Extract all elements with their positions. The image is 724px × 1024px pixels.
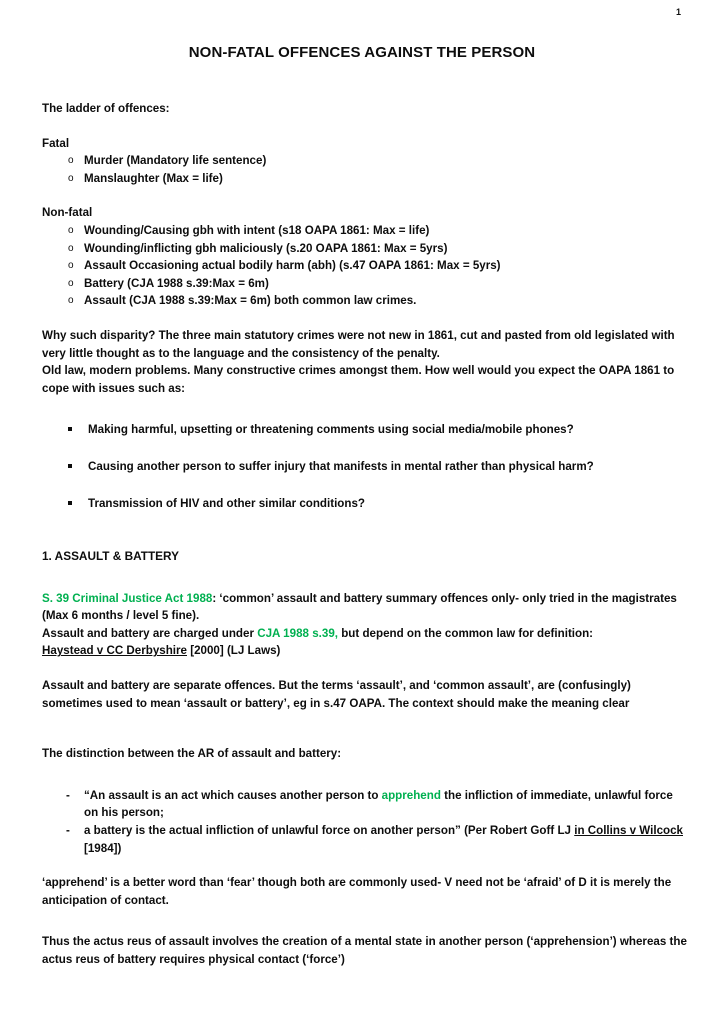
separate-offences-paragraph: Assault and battery are separate offences. But the terms ‘assault’, and ‘common assault’, are (confusingly) sometimes used to mean ‘assault or battery’, eg in s.47 OAPA. The context should make the meaning clear [42, 679, 631, 710]
apprehend-green-term: apprehend [381, 788, 441, 802]
spacer [42, 763, 690, 787]
list-item: Making harmful, upsetting or threatening comments using social media/mobile phones? [42, 421, 690, 439]
section-heading-assault-battery: 1. ASSAULT & BATTERY [42, 549, 179, 564]
battery-definition-suffix: [1984]) [84, 841, 122, 855]
disparity-paragraph-2: Old law, modern problems. Many constructive crimes amongst them. How well would you expect the OAPA 1861 to cope with issues such as: [42, 364, 675, 395]
conclusion-paragraph: Thus the actus reus of assault involves the creation of a mental state in another person (‘apprehension’) whereas the actus reus of battery requires physical contact (‘force’) [42, 935, 687, 966]
list-item: Causing another person to suffer injury that manifests in mental rather than physical harm? [42, 458, 690, 476]
fatal-offence-list [42, 152, 690, 187]
list-item: o Assault Occasioning actual bodily harm (abh) (s.47 OAPA 1861: Max = 5yrs) [42, 257, 690, 275]
document-body [42, 100, 690, 969]
issues-question-list [42, 421, 690, 512]
list-item: o Wounding/Causing gbh with intent (s18 OAPA 1861: Max = life) [42, 222, 690, 240]
definitions-list [42, 787, 690, 857]
spacer [42, 660, 690, 677]
assault-definition-suffix: the infliction of immediate, unlawful force on his person; [84, 788, 673, 820]
collins-v-wilcock-underlined: in Collins v Wilcock [574, 824, 683, 838]
spacer [42, 118, 690, 135]
disparity-paragraph-1: Why such disparity? The three main statutory crimes were not new in 1861, cut and pasted from old legislated with very little thought as to the language and the consistency of the penalty. [42, 328, 675, 360]
list-item: o Murder (Mandatory life sentence) [42, 152, 690, 170]
statute-green-citation: S. 39 Criminal Justice Act 1988 [42, 591, 213, 605]
apprehend-note-paragraph: ‘apprehend’ is a better word than ‘fear’ though both are commonly used- V need not be ‘afraid’ of D it is merely the anticipation of contact. [42, 876, 672, 907]
spacer [42, 531, 690, 548]
non-fatal-heading: Non-fatal [42, 206, 93, 220]
spacer [42, 909, 690, 933]
spacer [42, 397, 690, 421]
spacer [42, 566, 690, 590]
case-name-underlined: Haystead v CC Derbyshire [42, 644, 187, 658]
statute-citation-paragraph [42, 590, 690, 625]
charged-under-prefix: Assault and battery are charged under [42, 626, 258, 640]
case-citation-rest: [2000] (LJ Laws) [186, 644, 281, 658]
list-item: Transmission of HIV and other similar conditions? [42, 495, 690, 513]
list-item [42, 822, 690, 857]
list-item: o Manslaughter (Max = life) [42, 170, 690, 188]
spacer [42, 187, 690, 204]
list-item [42, 787, 690, 822]
spacer [42, 857, 690, 874]
charged-under-suffix: but depend on the common law for definition: [338, 626, 594, 640]
cja-green-citation: CJA 1988 s.39, [257, 626, 338, 640]
distinction-intro: The distinction between the AR of assault and battery: [42, 747, 342, 761]
battery-definition-prefix: a battery is the actual infliction of unlawful force on another person” (Per Robert Goff LJ [84, 824, 575, 838]
list-item: o Wounding/inflicting gbh maliciously (s.20 OAPA 1861: Max = 5yrs) [42, 240, 690, 258]
spacer [42, 712, 690, 745]
assault-definition-prefix: “An assault is an act which causes another person to [84, 788, 382, 802]
statute-citation-rest: : ‘common’ assault and battery summary offences only- only tried in the magistrates (Max 6 months / level 5 fine). [42, 591, 677, 623]
non-fatal-offence-list [42, 222, 690, 310]
case-citation-line [42, 642, 690, 660]
list-item: o Assault (CJA 1988 s.39:Max = 6m) both common law crimes. [42, 292, 690, 310]
page-title: NON-FATAL OFFENCES AGAINST THE PERSON [188, 44, 536, 61]
list-item: o Battery (CJA 1988 s.39:Max = 6m) [42, 275, 690, 293]
charged-under-paragraph [42, 625, 690, 643]
spacer [42, 310, 690, 327]
page-number: 1 [675, 7, 681, 17]
intro-line: The ladder of offences: [42, 102, 170, 115]
fatal-heading: Fatal [42, 136, 70, 150]
